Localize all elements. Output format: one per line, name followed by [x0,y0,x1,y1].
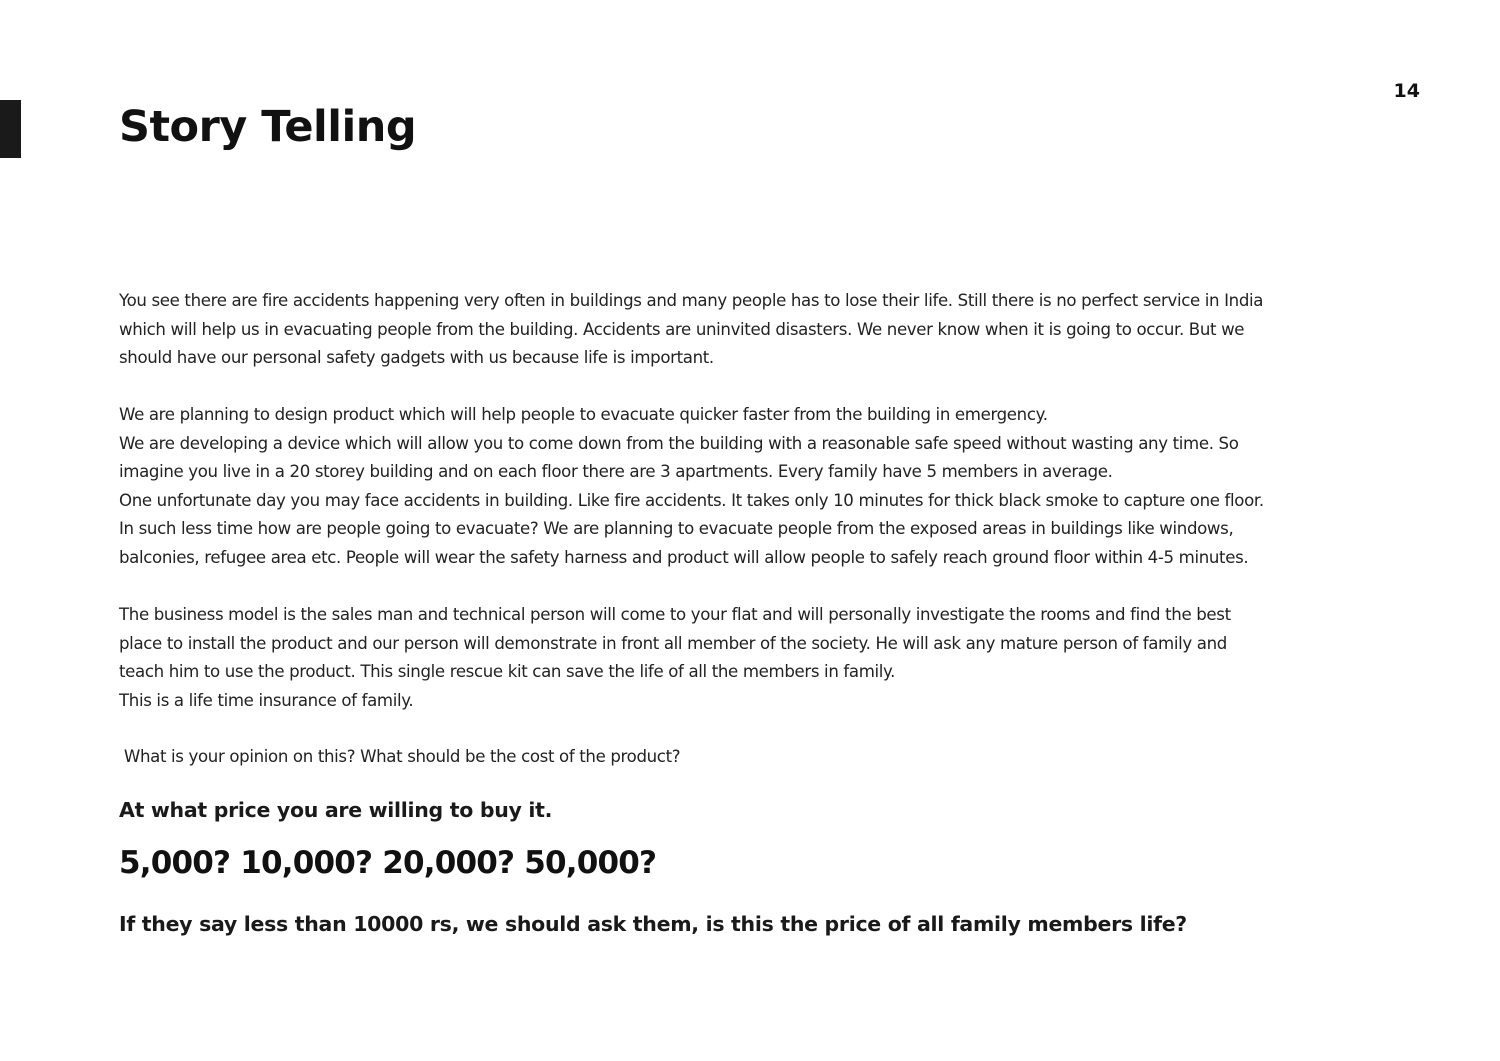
paragraph-intro [119,287,1394,373]
text-line: place to install the product and our person will demonstrate in front all member of the society. He will ask any mature person of family and [119,633,1227,653]
price-question: At what price you are willing to buy it. [119,798,553,822]
text-line: should have our personal safety gadgets with us because life is important. [119,348,714,368]
text-line: balconies, refugee area etc. People will wear the safety harness and product will allow people to safely reach ground floor within 4-5 minutes. [119,547,1249,567]
closing-statement: If they say less than 10000 rs, we should ask them, is this the price of all family members life? [119,912,1187,936]
price-options: 5,000? 10,000? 20,000? 50,000? [119,845,657,881]
text-line: which will help us in evacuating people from the building. Accidents are uninvited disasters. We never know when it is going to occur. But we [119,319,1245,339]
page-title: Story Telling [119,102,417,152]
text-line: imagine you live in a 20 storey building and on each floor there are 3 apartments. Every family have 5 members in average. [119,462,1113,482]
text-line: One unfortunate day you may face accidents in building. Like fire accidents. It takes only 10 minutes for thick black smoke to capture one floor. [119,490,1264,510]
paragraph-business-model [119,601,1394,715]
paragraph-opinion [119,743,1394,772]
edge-accent-bar [0,100,21,158]
text-line: What is your opinion on this? What should be the cost of the product? [119,747,681,766]
text-line: We are developing a device which will allow you to come down from the building with a reasonable safe speed without wasting any time. So [119,433,1239,453]
text-line: We are planning to design product which will help people to evacuate quicker faster from the building in emergency. [119,405,1048,424]
text-line: You see there are fire accidents happening very often in buildings and many people has to lose their life. Still there is no perfect service in India [119,291,1264,310]
text-line: The business model is the sales man and technical person will come to your flat and will personally investigate the rooms and find the best [119,605,1231,624]
paragraph-product [119,401,1394,573]
page-number: 14 [1393,80,1420,102]
text-line: teach him to use the product. This single rescue kit can save the life of all the members in family. [119,662,896,682]
text-line: In such less time how are people going to evacuate? We are planning to evacuate people from the exposed areas in buildings like windows, [119,519,1234,539]
text-line: This is a life time insurance of family. [119,690,414,710]
